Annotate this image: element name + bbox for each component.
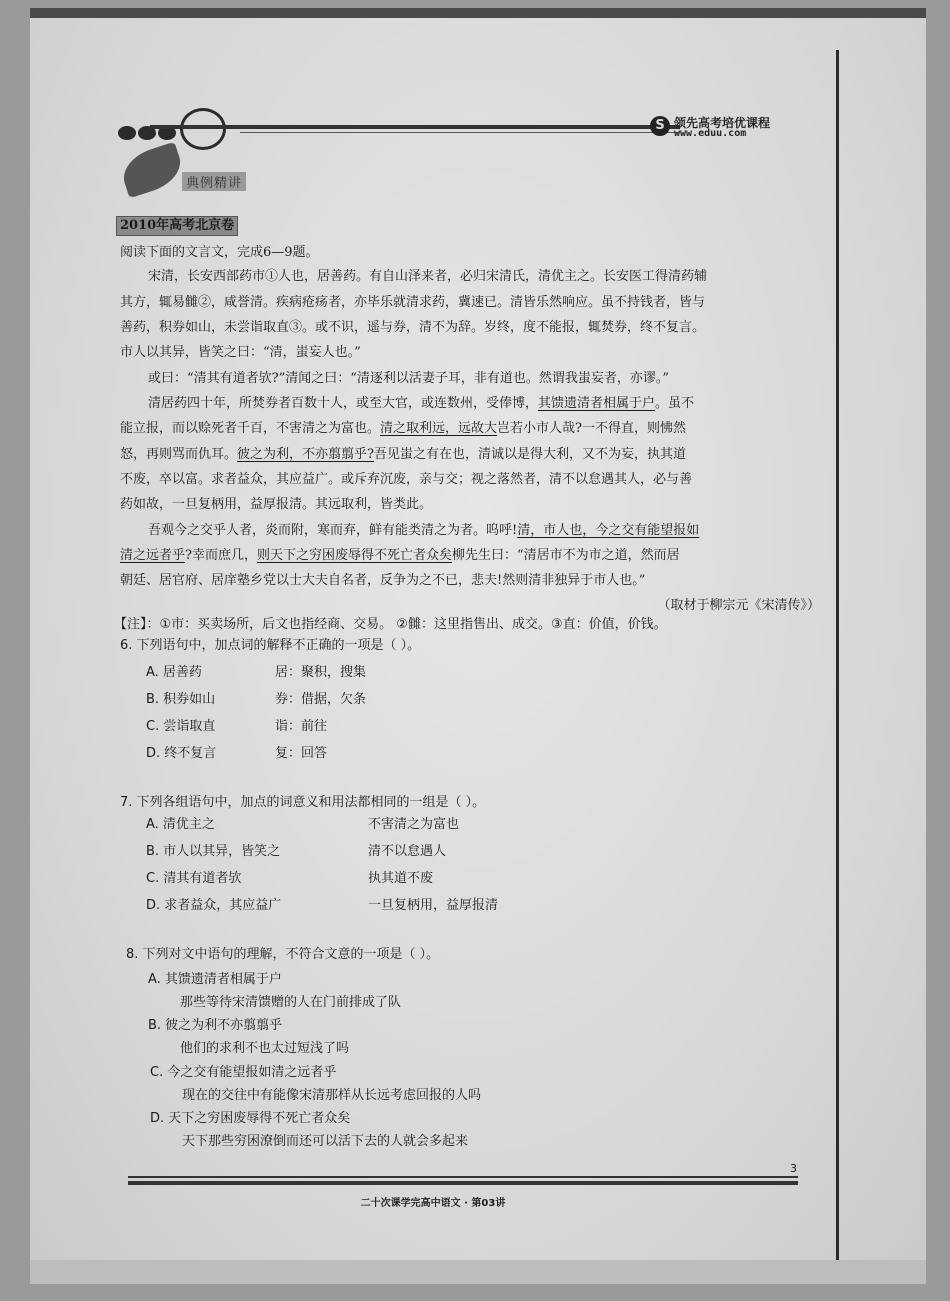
q7-option-d-pair: 一旦复柄用，益厚报清 bbox=[368, 898, 499, 913]
underlined-sentence: 清之远者乎 bbox=[120, 548, 186, 563]
underlined-sentence: 彼之为利，不亦翦翦乎? bbox=[237, 447, 374, 462]
scan-top-border bbox=[30, 8, 926, 18]
q8-option-d-explain: 天下那些穷困潦倒而还可以活下去的人就会多起来 bbox=[182, 1134, 469, 1149]
header-rule bbox=[150, 125, 680, 129]
q7-option-c: C. 清其有道者欤 bbox=[146, 871, 242, 886]
footer-course-title: 二十次课学完高中语文 · 第03讲 bbox=[360, 1198, 506, 1209]
banner-leaf-icon bbox=[117, 142, 186, 199]
passage-line: 药如故，一旦复柄用，益厚报清。其远取利，皆类此。 bbox=[120, 497, 433, 512]
q6-option-d: D. 终不复言 bbox=[146, 746, 217, 761]
q6-option-b-explain: 券：借据，欠条 bbox=[275, 692, 367, 707]
brand-s-icon: S bbox=[650, 116, 670, 136]
passage-line bbox=[120, 543, 680, 568]
passage-text: 岂若小市人哉?一不得直，则怫然 bbox=[497, 421, 687, 436]
leaf-logo-icon bbox=[180, 108, 226, 150]
brand-name: 领先高考培优课程 bbox=[674, 116, 771, 130]
passage-line: 或曰：“清其有道者欤?”清闻之曰：“清逐利以活妻子耳，非有道也。然谓我蚩妄者，亦谬。” bbox=[148, 371, 670, 386]
q8-option-a-explain: 那些等待宋清馈赠的人在门前排成了队 bbox=[180, 995, 402, 1010]
source-attribution: （取材于柳宗元《宋清传》） bbox=[657, 598, 820, 613]
scanned-page bbox=[30, 8, 926, 1284]
q6-option-c: C. 尝诣取直 bbox=[146, 719, 216, 734]
q7-option-b-pair: 清不以怠遇人 bbox=[368, 844, 447, 859]
brand-url: www.eduu.com bbox=[674, 128, 747, 139]
q7-option-a-pair: 不害清之为富也 bbox=[368, 817, 460, 832]
q8-option-c-explain: 现在的交往中有能像宋清那样从长远考虑回报的人吗 bbox=[182, 1088, 482, 1103]
passage-line: 不废，卒以富。求者益众，其应益广。或斥弃沉废，亲与交；视之落然者，清不以怠遇其人，必与善 bbox=[120, 472, 693, 487]
passage-text: 怒，再则骂而仇耳。 bbox=[120, 447, 238, 462]
q8-option-b-explain: 他们的求利不也太过短浅了吗 bbox=[180, 1041, 350, 1056]
passage-text: 清居药四十年，所焚券者百数十人，或至大官，或连数州，受俸博， bbox=[148, 396, 539, 411]
instruction: 阅读下面的文言文，完成6—9题。 bbox=[120, 245, 319, 260]
passage-line bbox=[120, 442, 686, 467]
passage-text: 吾见蚩之有在也，清诚以是得大利，又不为妄，执其道 bbox=[374, 447, 687, 462]
ornament-dot bbox=[118, 126, 136, 140]
underlined-sentence: 清之取利远，远故大 bbox=[380, 421, 498, 436]
footnotes: 【注】：①市：买卖场所，后文也指经商、交易。 ②雠：这里指售出、成交。③直：价值，价钱。 bbox=[114, 617, 667, 632]
passage-line bbox=[120, 518, 699, 543]
q8-option-d: D. 天下之穷困废辱得不死亡者众矣 bbox=[150, 1111, 351, 1126]
q7-option-d: D. 求者益众，其应益广 bbox=[146, 898, 282, 913]
footer-rule-thick bbox=[128, 1181, 798, 1185]
underlined-sentence: 则天下之穷困废辱得不死亡者众矣 bbox=[257, 548, 453, 563]
q7-option-c-pair: 执其道不废 bbox=[368, 871, 434, 886]
exam-source-tag: 2010年高考北京卷 bbox=[116, 216, 238, 236]
banner-title: 典例精讲 bbox=[182, 172, 246, 191]
q6-option-c-explain: 诣：前往 bbox=[275, 719, 328, 734]
q8-option-a: A. 其馈遗清者相属于户 bbox=[148, 972, 282, 987]
header-rule-thin bbox=[240, 132, 680, 133]
q6-option-d-explain: 复：回答 bbox=[275, 746, 328, 761]
section-banner bbox=[122, 150, 272, 200]
q8-option-b: B. 彼之为利不亦翦翦乎 bbox=[148, 1018, 283, 1033]
footer-rule bbox=[128, 1176, 798, 1178]
underlined-sentence: 其馈遗清者相属于户 bbox=[538, 396, 656, 411]
q6-option-a-explain: 居：聚积，搜集 bbox=[275, 665, 367, 680]
passage-line: 市人以其异，皆笑之曰：“清，蚩妄人也。” bbox=[120, 345, 361, 360]
passage-line: 其方，辄易雠②，咸誉清。疾病疮疡者，亦毕乐就清求药，冀速已。清皆乐然响应。虽不持钱者，皆与 bbox=[120, 295, 706, 310]
question-6-stem: 6. 下列语句中，加点词的解释不正确的一项是（ ）。 bbox=[120, 638, 421, 653]
passage-line: 宋清，长安西部药市①人也，居善药。有自山泽来者，必归宋清氏，清优主之。长安医工得清药辅 bbox=[148, 269, 708, 284]
passage-text: 能立报，而以赊死者千百，不害清之为富也。 bbox=[120, 421, 381, 436]
question-7-stem: 7. 下列各组语句中，加点的词意义和用法都相同的一组是（ ）。 bbox=[120, 795, 486, 810]
passage-line bbox=[120, 416, 686, 441]
passage-line bbox=[120, 391, 694, 416]
q7-option-b: B. 市人以其异，皆笑之 bbox=[146, 844, 281, 859]
q6-option-a: A. 居善药 bbox=[146, 665, 202, 680]
passage-text: 柳先生曰：“清居市不为市之道，然而居 bbox=[452, 548, 680, 563]
q8-option-c: C. 今之交有能望报如清之远者乎 bbox=[150, 1065, 337, 1080]
passage-text: 吾观今之交乎人者，炎而附，寒而弃，鲜有能类清之为者。呜呼! bbox=[148, 523, 518, 538]
q6-option-b: B. 积券如山 bbox=[146, 692, 216, 707]
page-number: 3 bbox=[790, 1162, 797, 1175]
underlined-sentence: 清，市人也，今之交有能望报如 bbox=[517, 523, 700, 538]
passage-text: 。虽不 bbox=[655, 396, 695, 411]
right-margin-rule bbox=[836, 50, 839, 1260]
q7-option-a: A. 清优主之 bbox=[146, 817, 215, 832]
scan-bottom-edge bbox=[30, 1260, 926, 1284]
brand-logo bbox=[650, 114, 820, 144]
passage-line: 朝廷、居官府、居庠塾乡党以士大夫自名者，反争为之不已，悲夫!然则清非独异于市人也。” bbox=[120, 573, 646, 588]
question-8-stem: 8. 下列对文中语句的理解，不符合文意的一项是（ ）。 bbox=[126, 947, 440, 962]
passage-line: 善药，积券如山，未尝诣取直③。或不识，遥与券，清不为辞。岁终，度不能报，辄焚券，终不复言。 bbox=[120, 320, 706, 335]
passage-text: ?幸而庶几， bbox=[185, 548, 257, 563]
